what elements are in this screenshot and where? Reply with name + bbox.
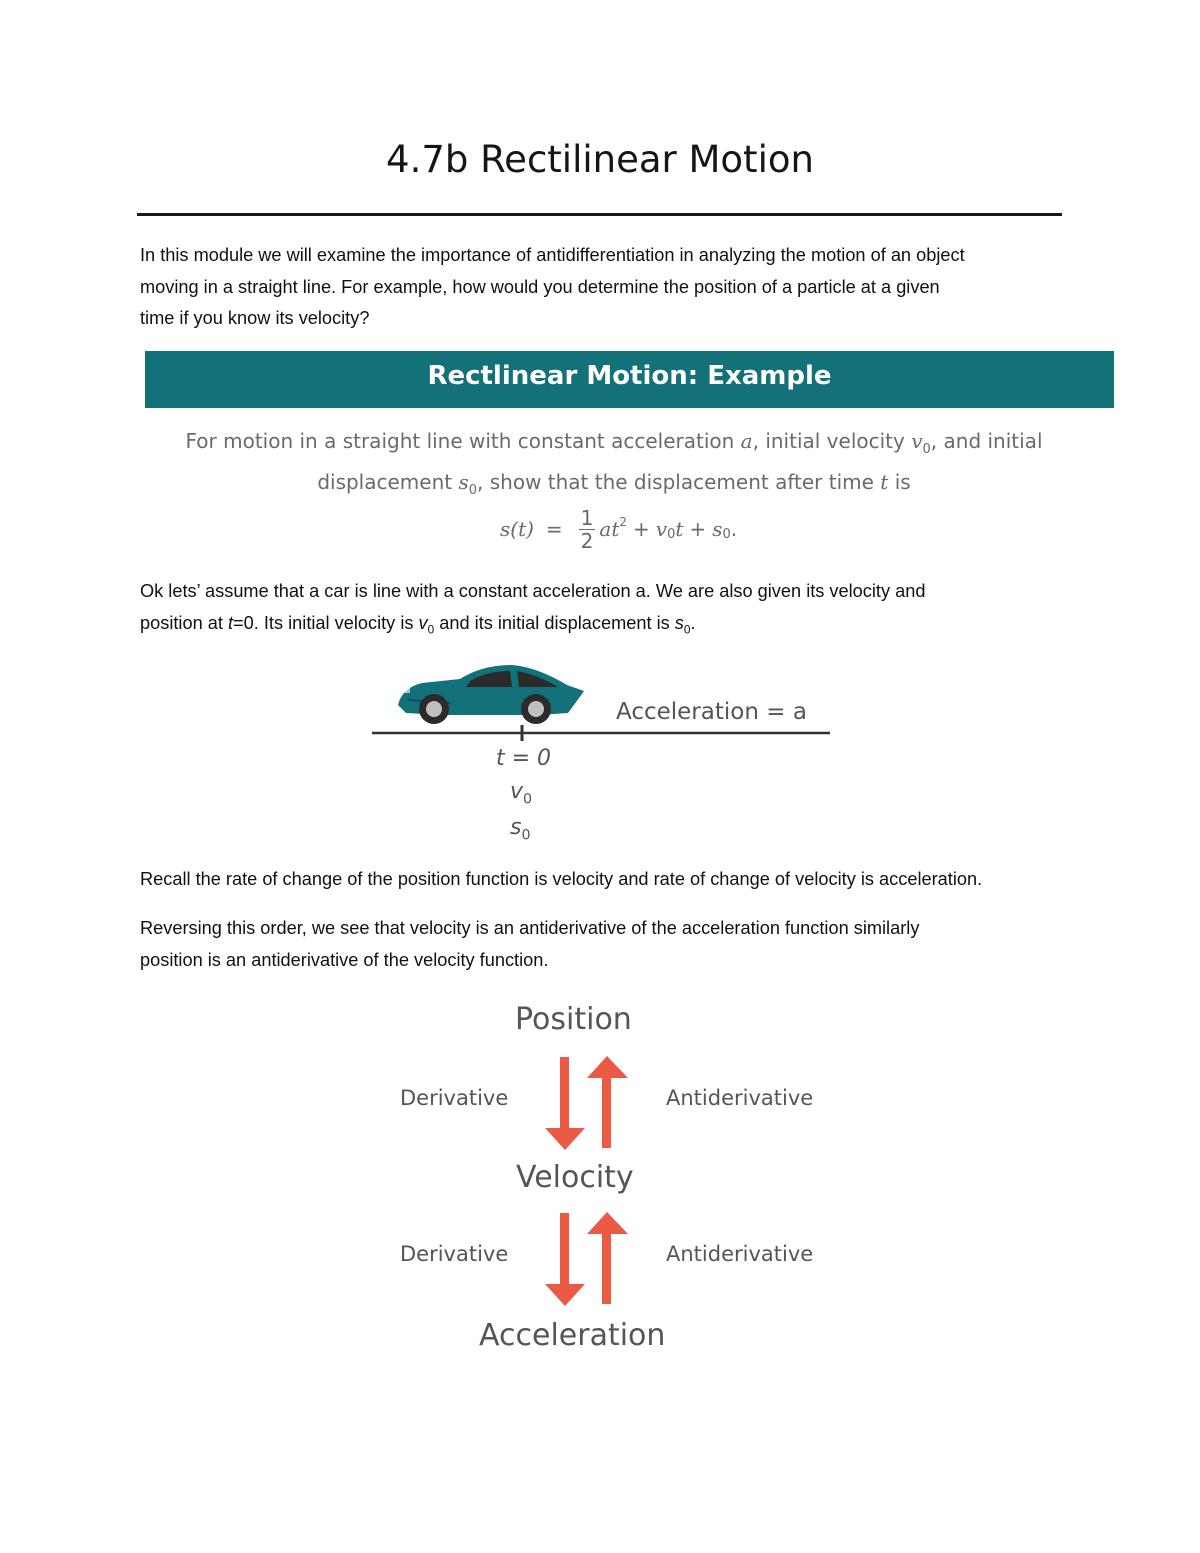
derivative-label-2: Derivative [400, 1242, 509, 1266]
fraction-half: $\frac{1}{2}$ [580, 505, 594, 553]
arrow-up-icon [587, 1056, 628, 1148]
displacement-formula: s(t) = $\frac{1}{2}$ at $^2$ + v $_0$ t + s $_0$ . [500, 505, 738, 553]
car-icon [398, 665, 584, 724]
example-banner: Rectlinear Motion: Example [145, 351, 1114, 408]
reverse-paragraph [140, 913, 1080, 976]
page-title: 4.7b Rectilinear Motion [386, 138, 814, 181]
intro-line: time if you know its velocity? [140, 308, 370, 328]
intro-line: In this module we will examine the importance of antidifferentiation in analyzing the motion of an object [140, 245, 965, 265]
diagram-arrows [380, 990, 850, 1370]
acceleration-label: Acceleration [479, 1318, 666, 1353]
derivative-label-1: Derivative [400, 1086, 509, 1110]
velocity-label: Velocity [516, 1160, 634, 1195]
antiderivative-label-2: Antiderivative [666, 1242, 814, 1266]
arrow-down-icon [545, 1057, 585, 1150]
intro-line: moving in a straight line. For example, how would you determine the position of a particle at a given [140, 276, 940, 297]
reverse-line: Reversing this order, we see that velocity is an antiderivative of the acceleration function similarly [140, 918, 920, 938]
car-line: position at t=0. Its initial velocity is $v_0$ and its initial displacement is $s_0$. [140, 612, 696, 637]
car-illustration [362, 655, 842, 850]
example-line: displacement $s_0$, show that the displacement after time t is [317, 470, 911, 498]
v0-label: $v_0$ [510, 779, 533, 808]
example-statement [140, 425, 1088, 507]
example-line: For motion in a straight line with constant acceleration a, initial velocity $v_0$, and initial [185, 429, 1043, 457]
recall-paragraph: Recall the rate of change of the position function is velocity and rate of change of velocity is acceleration. [140, 869, 983, 889]
acceleration-label: Acceleration = a [616, 699, 807, 725]
title-divider [137, 213, 1062, 216]
car-paragraph [140, 576, 1080, 646]
reverse-line: position is an antiderivative of the velocity function. [140, 949, 549, 970]
arrow-up-icon [587, 1212, 628, 1304]
antiderivative-label-1: Antiderivative [666, 1086, 814, 1110]
position-label: Position [515, 1002, 632, 1037]
intro-paragraph [140, 240, 1080, 335]
arrow-down-icon [545, 1213, 585, 1306]
car-figure [362, 655, 842, 850]
derivative-diagram [380, 990, 850, 1370]
s0-label: $s_0$ [510, 815, 531, 844]
t0-label: t = 0 [496, 746, 552, 771]
car-line: Ok lets’ assume that a car is line with a constant acceleration a. We are also given its velocity and [140, 581, 926, 601]
